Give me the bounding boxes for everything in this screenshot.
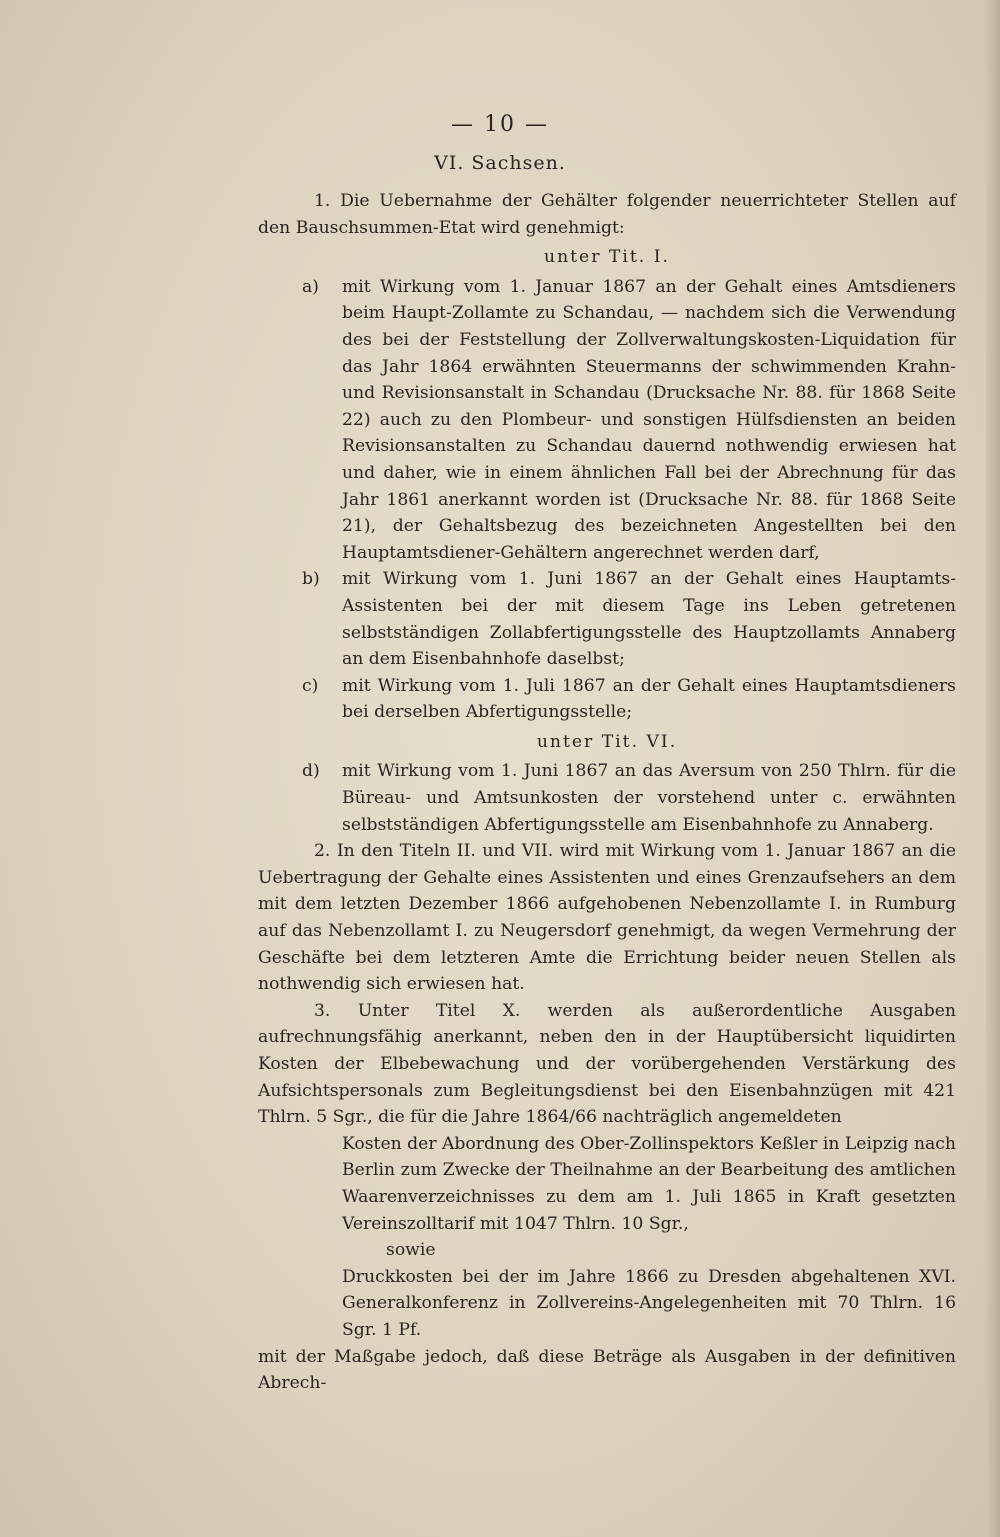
item-label: b) [302,569,320,590]
body-text [258,188,956,1397]
section-title: VI. Sachsen. [434,152,566,174]
list-item [258,758,956,838]
paragraph-4: mit der Maßgabe jedoch, daß diese Beträge als Ausgaben in der definitiven Abrech- [258,1346,956,1394]
item-label: c) [302,675,319,696]
list-item [258,566,956,672]
paragraph-1: 1. Die Uebernahme der Gehälter folgender neuerrichteter Stellen auf den Bauschsummen-Etat wird genehmigt: [258,191,956,238]
paragraph-2: 2. In den Titeln II. und VII. wird mit Wirkung vom 1. Januar 1867 an die Uebertragung der Gehalte eines Assistenten und eines Grenzaufsehers an dem mit dem letzten Dezember 1866 aufgehobenen Nebenzollamte I. in Rumburg auf das Nebenzollamt I. zu Neugersdorf genehmigt, da wegen Vermehrung der Geschäfte bei dem letzteren Amte die Errichtung beider neuen Stellen als nothwendig sich erwiesen hat. [258,841,956,995]
item-text: mit Wirkung vom 1. Juni 1867 an der Gehalt eines Hauptamts-Assistenten bei der mit diesem Tage ins Leben getretenen selbstständigen Zollabfertigungsstelle des Hauptzollamts Annaberg an dem Eisenbahnhofe daselbst; [342,569,956,670]
paragraph-3: 3. Unter Titel X. werden als außerordentliche Ausgaben aufrechnungsfähig anerkannt, neben den in der Hauptübersicht liquidirten Kosten der Elbebewachung und der vorübergehenden Verstärkung des Aufsichtspersonals zum Begleitungsdienst bei den Eisenbahnzügen mit 421 Thlrn. 5 Sgr., die für die Jahre 1864/66 nachträglich angemeldeten [258,1000,956,1128]
item-text: mit Wirkung vom 1. Juli 1867 an der Gehalt eines Hauptamtsdieners bei derselben Abfertigungsstelle; [342,675,956,723]
item-label: d) [302,761,320,782]
item-text: mit Wirkung vom 1. Juni 1867 an das Aversum von 250 Thlrn. für die Büreau- und Amtsunkosten der vorstehend unter c. erwähnten selbstständigen Abfertigungsstelle am Eisenbahnhofe zu Annaberg. [342,761,956,835]
item-label: a) [302,276,319,297]
paragraph-3-costs-abordnung: Kosten der Abordnung des Ober-Zollinspektors Keßler in Leipzig nach Berlin zum Zwecke der Theilnahme an der Bearbeitung des amtlichen Waarenverzeichnisses zu dem am 1. Juli 1865 in Kraft gesetzten Vereinszolltarif mit 1047 Thlrn. 10 Sgr., [342,1133,956,1234]
paragraph-3-sowie: sowie [386,1240,436,1261]
list-item [258,673,956,726]
subheading-tit-1: unter Tit. I. [544,247,670,268]
list-item [258,274,956,567]
item-text: mit Wirkung vom 1. Januar 1867 an der Gehalt eines Amtsdieners beim Haupt-Zollamte zu Schandau, — nachdem sich die Verwendung des bei der Feststellung der Zollverwaltungskosten-Liquidation für das Jahr 1864 erwähnten Steuermanns der schwimmenden Krahn- und Revisionsanstalt in Schandau (Drucksache Nr. 88. für 1868 Seite 22) auch zu den Plombeur- und sonstigen Hülfsdiensten an beiden Revisionsanstalten zu Schandau dauernd nothwendig erwiesen hat und daher, wie in einem ähnlichen Fall bei der Abrechnung für das Jahr 1861 anerkannt worden ist (Drucksache Nr. 88. für 1868 Seite 21), der Gehaltsbezug des bezeichneten Angestellten bei den Hauptamtsdiener-Gehältern angerechnet werden darf, [342,276,956,563]
page-number: — 10 — [451,112,549,137]
page-edge [986,0,1000,1537]
subheading-tit-6: unter Tit. VI. [536,731,678,752]
paragraph-3-costs-druck: Druckkosten bei der im Jahre 1866 zu Dresden abgehaltenen XVI. Generalkonferenz in Zollvereins-Angelegenheiten mit 70 Thlrn. 16 Sgr. 1 Pf. [342,1266,956,1340]
